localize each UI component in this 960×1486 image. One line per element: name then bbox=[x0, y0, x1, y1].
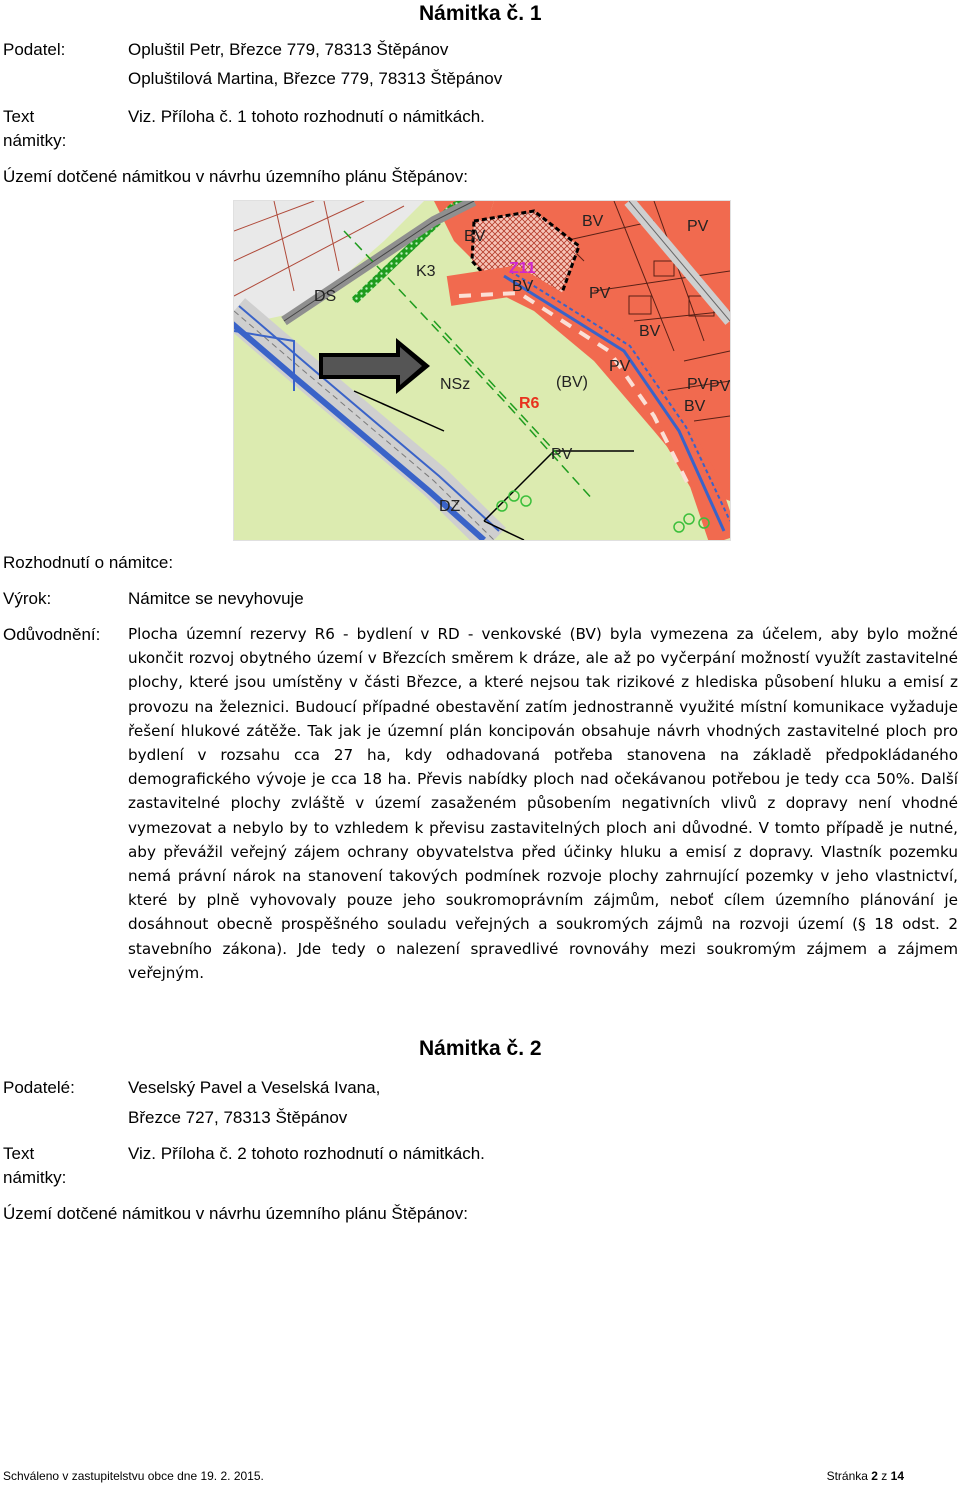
page-current: 2 bbox=[871, 1469, 878, 1483]
page-prefix: Stránka bbox=[826, 1469, 872, 1483]
submitters-label: Podatelé: bbox=[3, 1078, 75, 1097]
map-label: K3 bbox=[416, 263, 436, 280]
map-label: BV bbox=[639, 323, 661, 340]
submitter-label: Podatel: bbox=[3, 40, 66, 59]
map-label: NSz bbox=[440, 376, 471, 393]
objection-text-value: Viz. Příloha č. 1 tohoto rozhodnutí o námitkách. bbox=[128, 107, 485, 126]
map-label: DS bbox=[314, 288, 337, 305]
objection-1-heading: Námitka č. 1 bbox=[419, 2, 542, 25]
map-label: PV bbox=[687, 218, 709, 235]
map-label: BV bbox=[684, 398, 706, 415]
area-caption: Území dotčené námitkou v návrhu územního plánu Štěpánov: bbox=[3, 1204, 468, 1223]
submitter-line-2: Březce 727, 78313 Štěpánov bbox=[128, 1108, 348, 1127]
submitter-line-1: Veselský Pavel a Veselská Ivana, bbox=[128, 1078, 381, 1097]
text-label-line-2: námitky: bbox=[3, 131, 67, 150]
text-label bbox=[3, 1142, 66, 1190]
area-caption: Území dotčené námitkou v návrhu územního plánu Štěpánov: bbox=[3, 167, 468, 186]
map-label: (BV) bbox=[556, 374, 588, 391]
objection-text-value: Viz. Příloha č. 2 tohoto rozhodnutí o námitkách. bbox=[128, 1144, 485, 1163]
decision-title: Rozhodnutí o námitce: bbox=[3, 553, 174, 572]
verdict-value: Námitce se nevyhovuje bbox=[128, 589, 304, 608]
zoning-map bbox=[233, 200, 731, 541]
map-label: Z11 bbox=[509, 260, 536, 277]
map-label: PV bbox=[589, 285, 611, 302]
submitter-line-1: Opluštil Petr, Březce 779, 78313 Štěpánov bbox=[128, 40, 449, 59]
text-label-line-1: Text bbox=[3, 107, 35, 126]
reasoning-text: Plocha územní rezervy R6 - bydlení v RD - venkovské (BV) byla vymezena za účelem, aby bylo možné ukončit rozvoj obytného území v Březcích směrem k dráze, ale až po vyčerpání možností využít zastavitelné plochy, které jsou umístěny v části Březce, a které nejsou tak rizikové z hlediska působení hluku a emisí z provozu na železnici. Budoucí případné obestavění zatím jednostranně využité místní komunikace vyžaduje řešení hlukové zátěže. Tak jak je územní plán koncipován obsahuje návrh vhodných zastavitelné ploch pro bydlení v rozsahu cca 27 ha, kdy odhadovaná potřeba stanovena na základě předpokládaného demografického vývoje je cca 18 ha. Převis nabídky ploch nad očekávanou potřebou je tedy cca 50%. Další zastavitelné plochy zvláště v území zasaženém působením negativních vlivů z dopravy není vhodné vymezovat a nebylo by to vzhledem k převisu zastavitelných ploch ani důvodné. V tomto případě je nutné, aby převážil veřejný zájem ochrany obyvatelstva před účinky hluku a emisí z dopravy. Vlastník pozemku nemá právní nárok na stanovení takových podmínek rozvoje plochy zahrnující pozemky v jeho vlastnictví, které by plně vyhovovaly pouze jeho soukromoprávním zájmům, neboť cílem územního plánování je dosáhnout obecně prospěšného souladu veřejných a soukromých zájmů na rozvoji území (§ 18 odst. 2 stavebního zákona). Jde tedy o nalezení spravedlivé rovnováhy mezi soukromým zájmem a zájmem veřejným. bbox=[128, 625, 958, 982]
map-label: PV bbox=[551, 446, 573, 463]
page-total: 14 bbox=[890, 1469, 904, 1483]
page-of: z bbox=[877, 1469, 891, 1483]
map-label: BV bbox=[464, 228, 486, 245]
map-label: BV bbox=[582, 213, 604, 230]
map-label: PV bbox=[609, 358, 631, 375]
map-label: PV bbox=[709, 378, 730, 395]
objection-2-heading: Námitka č. 2 bbox=[419, 1037, 542, 1060]
map-label: BV bbox=[512, 278, 534, 295]
reasoning-label: Odůvodnění: bbox=[3, 625, 101, 644]
footer-approval: Schváleno v zastupitelstvu obce dne 19. 2. 2015. bbox=[3, 1469, 264, 1483]
map-label: PV bbox=[687, 376, 709, 393]
submitter-line-2: Opluštilová Martina, Březce 779, 78313 Štěpánov bbox=[128, 69, 503, 88]
text-label bbox=[3, 105, 66, 153]
footer-page-number bbox=[827, 1469, 904, 1483]
text-label-line-1: Text bbox=[3, 1144, 35, 1163]
verdict-label: Výrok: bbox=[3, 589, 52, 608]
map-label: DZ bbox=[439, 498, 461, 515]
map-label: R6 bbox=[519, 395, 540, 412]
text-label-line-2: námitky: bbox=[3, 1168, 67, 1187]
